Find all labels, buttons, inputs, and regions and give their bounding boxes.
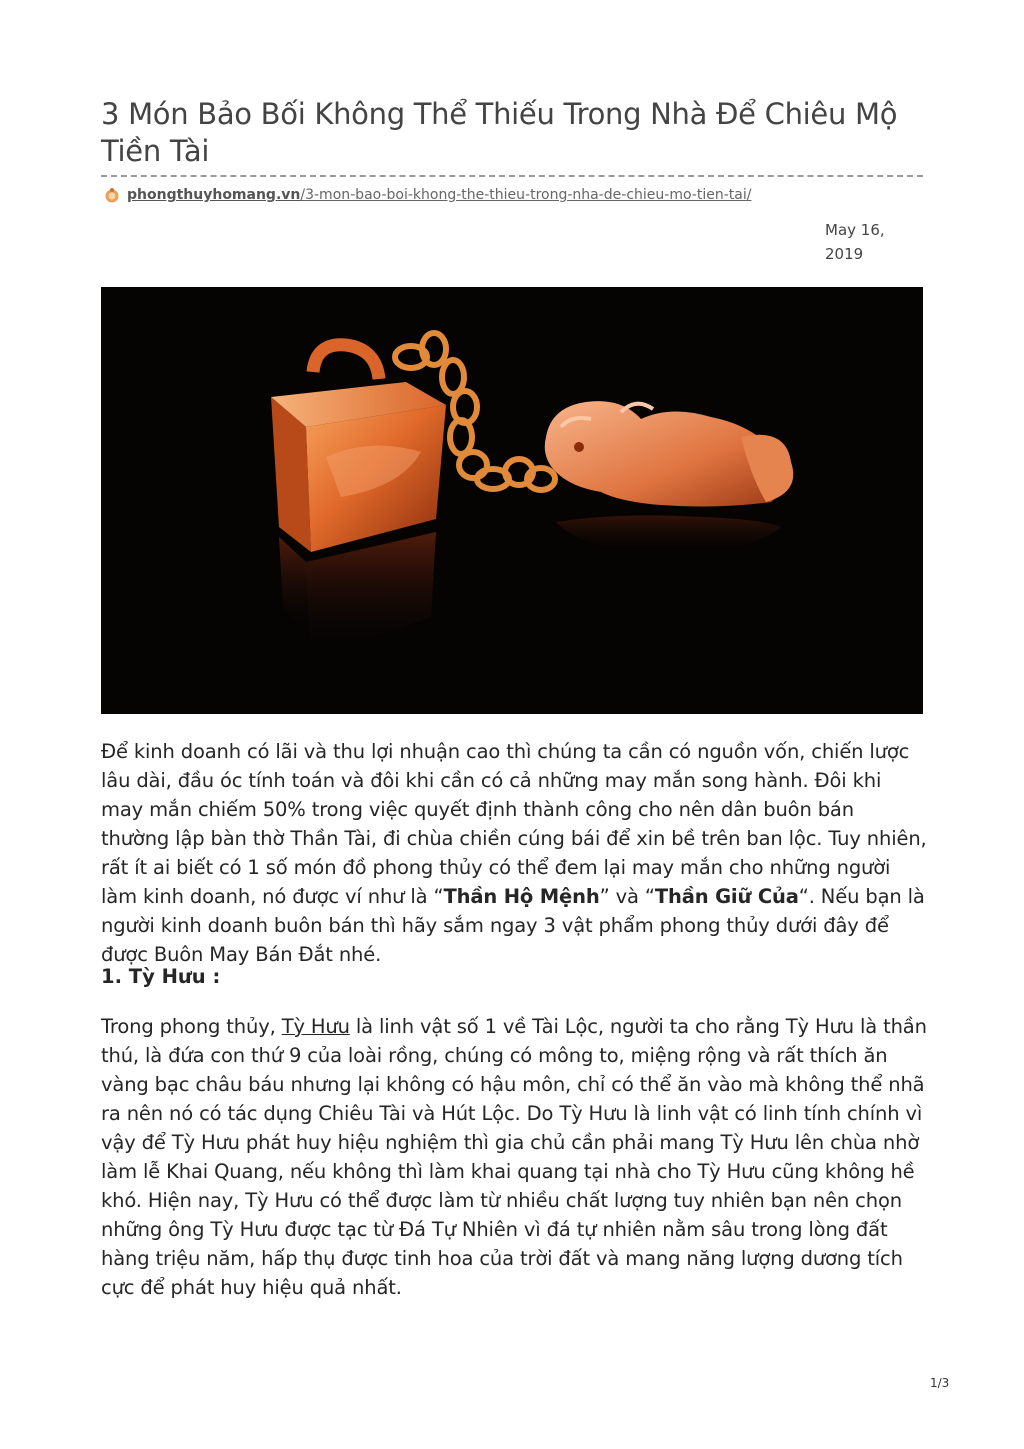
date-year: 2019: [825, 245, 864, 263]
section-text-2: là linh vật số 1 về Tài Lộc, người ta cho rằng Tỳ Hưu là thần thú, là đứa con thứ 9 của loài rồng, chúng có mông to, miệng rộng và rất thích ăn vàng bạc châu báu nhưng lại không có hậu môn, chỉ có thể ăn vào mà không thể nhã ra nên nó có tác dụng Chiêu Tài và Hút Lộc. Do Tỳ Hưu là linh vật có linh tính chính vì vậy để Tỳ Hưu phát huy hiệu nghiệm thì gia chủ cần phải mang Tỳ Hưu lên chùa nhờ làm lễ Khai Quang, nếu không thì làm khai quang tại nhà cho Tỳ Hưu cũng không hề khó. Hiện nay, Tỳ Hưu có thể được làm từ nhiều chất lượng tuy nhiên bạn nên chọn những ông Tỳ Hưu được tạc từ Đá Tự Nhiên vì đá tự nhiên nằm sâu trong lòng đất hàng triệu năm, hấp thụ được tinh hoa của trời đất và mang năng lượng dương tích cực để phát huy hiệu quả nhất.: [101, 1015, 927, 1299]
intro-text-3: “. Nếu bạn là người kinh doanh buôn bán thì hãy sắm ngay 3 vật phẩm phong thủy dưới đây để được Buôn May Bán Đắt nhé.: [101, 885, 925, 966]
title-divider: [101, 175, 923, 177]
section-paragraph-ty-huu: [101, 1012, 927, 1302]
page-number: 1/3: [930, 1376, 950, 1390]
intro-text-1: Để kinh doanh có lãi và thu lợi nhuận cao thì chúng ta cần có nguồn vốn, chiến lược lâu dài, đầu óc tính toán và đôi khi cần có cả những may mắn song hành. Đôi khi may mắn chiếm 50% trong việc quyết định thành công cho nên dân buôn bán thường lập bàn thờ Thần Tài, đi chùa chiền cúng bái để xin bề trên ban lộc. Tuy nhiên, rất ít ai biết có 1 số món đồ phong thủy có thể đem lại may mắn cho những người làm kinh doanh, nó được ví như là “: [101, 740, 927, 908]
intro-paragraph: [101, 737, 927, 969]
hero-image-jade-seal-pixiu: [101, 287, 923, 714]
intro-text-2: ” và “: [599, 885, 655, 908]
intro-bold-than-ho-menh: Thần Hộ Mệnh: [443, 885, 600, 908]
page-title: 3 Món Bảo Bối Không Thể Thiếu Trong Nhà Để Chiêu Mộ Tiền Tài: [101, 97, 898, 168]
date-month-day: May 16,: [825, 221, 885, 239]
ty-huu-link[interactable]: Tỳ Hưu: [281, 1015, 350, 1038]
source-domain-link[interactable]: phongthuyhomang.vn: [127, 187, 301, 203]
source-url[interactable]: [104, 185, 751, 205]
site-favicon-icon: [104, 187, 120, 203]
publish-date: [825, 218, 905, 266]
section-heading-ty-huu: 1. Tỳ Hưu :: [101, 965, 221, 988]
hero-image-art: [101, 287, 923, 714]
source-path-link[interactable]: /3-mon-bao-boi-khong-the-thieu-trong-nha-de-chieu-mo-tien-tai/: [300, 187, 752, 203]
section-text-1: Trong phong thủy,: [101, 1015, 282, 1038]
intro-bold-than-giu-cua: Thần Giữ Của: [654, 885, 799, 908]
